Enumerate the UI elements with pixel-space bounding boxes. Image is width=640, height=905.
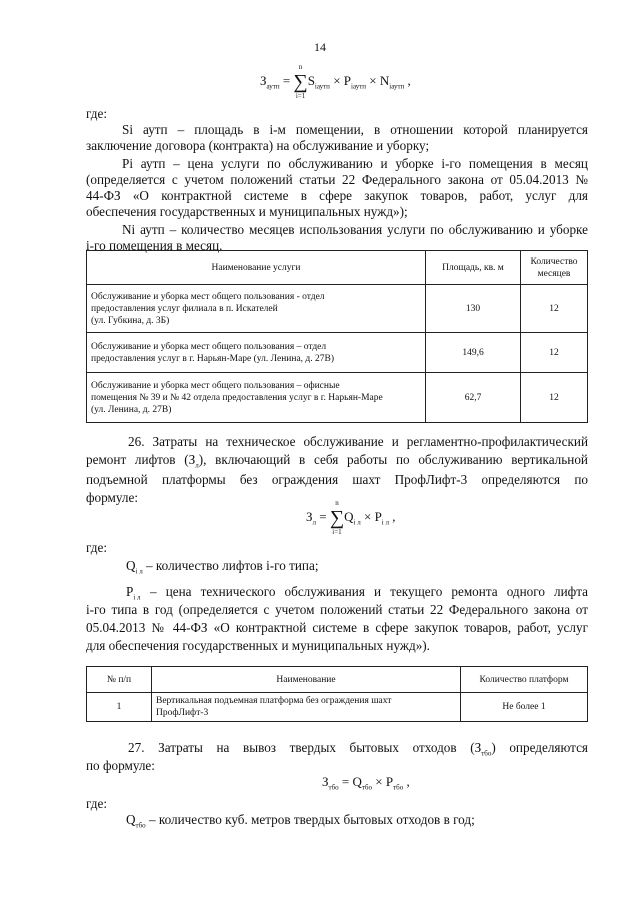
where-label-3: где: — [86, 796, 107, 811]
sum-symbol: ∑ n i=1 — [329, 499, 345, 536]
para1-line-1: Si аутп – площадь в i-м помещении, в отношении которой планируется — [122, 122, 588, 137]
p-definition-symbol: $P_{i л}$ — [126, 584, 141, 602]
col-header-area: Площадь, кв. м — [426, 251, 521, 285]
para26-line-2: ремонт лифтов $(З_л)$, включающий в себя работы по обслуживанию вертикальной — [86, 452, 588, 470]
table-row — [87, 373, 588, 423]
para26-line-1: 26. Затраты на техническое обслуживание и регламентно-профилактический — [128, 434, 588, 449]
months-cell: 12 — [521, 333, 588, 373]
para27-line-2: по формуле: — [86, 758, 155, 773]
number-cell: 1 — [87, 693, 152, 722]
page-number: 14 — [314, 40, 326, 54]
area-cell: 130 — [426, 285, 521, 333]
months-cell: 12 — [521, 285, 588, 333]
para26-line-3: подъемной платформы без ограждения шахт ПрофЛифт-3 определяются по — [86, 472, 588, 487]
para1-line-7: Ni аутп – количество месяцев использования услуги по обслуживанию и уборке — [122, 222, 588, 237]
platform-count-cell: Не более 1 — [461, 693, 588, 722]
service-name-cell: Обслуживание и уборка мест общего пользования – отдел предоставления услуг в г. Нарьян-Маре (ул. Ленина, д. 27В) — [87, 333, 426, 373]
col-header-service: Наименование услуги — [87, 251, 426, 285]
table-row — [87, 333, 588, 373]
para27-line-1: 27. Затраты на вывоз твердых бытовых отходов $(З_{тбо})$ определяются — [128, 740, 588, 758]
where-label-2: где: — [86, 540, 107, 555]
table-header-row — [87, 251, 588, 285]
col-header-months: Количество месяцев — [521, 251, 588, 285]
para1-line-8: i-го помещения в месяц. — [86, 238, 223, 253]
p-definition-line-4: для обеспечения государственных и муниципальных нужд»). — [86, 638, 430, 653]
sum-symbol: ∑ n i=1 — [293, 63, 308, 100]
platforms-table — [86, 666, 588, 722]
months-cell: 12 — [521, 373, 588, 423]
para1-line-5: 44-ФЗ «О контрактной системе в сфере закупок товаров, работ, услуг для — [86, 188, 588, 203]
where-label-1: где: — [86, 106, 107, 121]
area-cell: 149,6 — [426, 333, 521, 373]
col-header-platforms: Количество платформ — [461, 667, 588, 693]
p-definition-line-3: 05.04.2013 № 44-ФЗ «О контрактной системе в сфере закупок товаров, работ, услуг — [86, 620, 588, 635]
q-definition: $Q_{i л}$ – количество лифтов i-го типа; — [126, 558, 319, 576]
para1-line-3: Pi аутп – цена услуги по обслуживанию и уборке i-го помещения в месяц — [122, 156, 588, 171]
para26-line-4: формуле: — [86, 490, 138, 505]
q3-definition: $Q_{тбо}$ – количество куб. метров твердых бытовых отходов в год; — [126, 812, 475, 830]
col-header-number: № п/п — [87, 667, 152, 693]
col-header-name: Наименование — [152, 667, 461, 693]
table-row — [87, 285, 588, 333]
service-name-cell: Обслуживание и уборка мест общего пользования – офисные помещения № 39 и № 42 отдела предоставления услуг в г. Нарьян-Маре (ул. Ленина, д. 27В) — [87, 373, 426, 423]
para1-line-6: обеспечения государственных и муниципальных нужд»); — [86, 204, 408, 219]
para1-line-2: заключение договора (контракта) на обслуживание и уборку; — [86, 138, 430, 153]
formula-outsourcing-cleaning: $З_{аутп}$ = ∑ n i=1 $S_{iаутп} \times P_{iаутп} \times N_{iаутп}$ , — [260, 63, 411, 100]
services-table — [86, 250, 588, 423]
platform-name-cell: Вертикальная подъемная платформа без ограждения шахт ПрофЛифт-3 — [152, 693, 461, 722]
table-header-row — [87, 667, 588, 693]
area-cell: 62,7 — [426, 373, 521, 423]
service-name-cell: Обслуживание и уборка мест общего пользования - отдел предоставления услуг филиала в п. Искателей (ул. Губкина, д. 3Б) — [87, 285, 426, 333]
formula-lifts: $З_л$ = ∑ n i=1 $Q_{i л} \times P_{i л}$ , — [306, 499, 396, 536]
p-definition-line-1: – цена технического обслуживания и текущего ремонта одного лифта — [150, 584, 588, 599]
table-row — [87, 693, 588, 722]
para1-line-4: (определяется с учетом положений статьи 22 Федерального закона от 05.04.2013 № — [86, 172, 588, 187]
p-definition-line-2: i-го типа в год (определяется с учетом положений статьи 22 Федерального закона от — [86, 602, 588, 617]
formula-solid-waste: $З_{тбо} = Q_{тбо} \times P_{тбо}$ , — [322, 774, 410, 792]
